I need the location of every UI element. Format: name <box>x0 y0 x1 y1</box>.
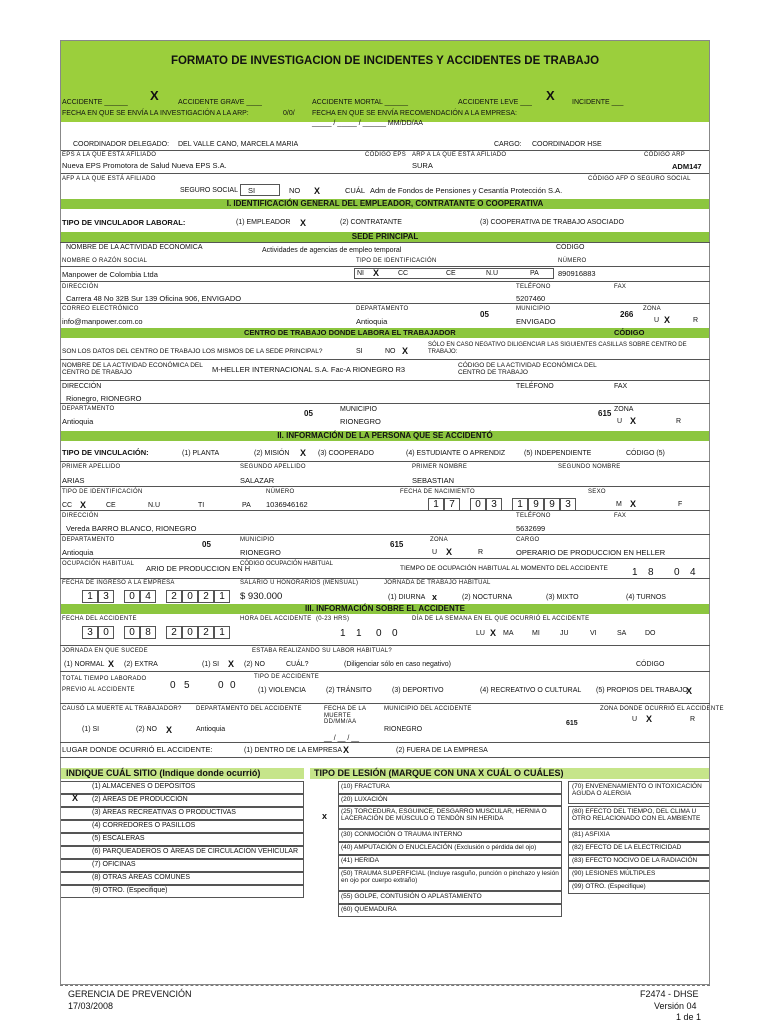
digit-cell[interactable]: 2 <box>198 626 214 639</box>
labor-no[interactable]: (2) NO <box>244 661 265 668</box>
divider <box>60 534 710 535</box>
lesion-option[interactable]: (80) EFECTO DEL TIEMPO, DEL CLIMA U OTRO RELACIONADO CON EL AMBIENTE <box>572 808 701 823</box>
tipo-accidente-option[interactable]: (2) TRÁNSITO <box>326 687 372 694</box>
lesion-option[interactable]: (90) LESIONES MÚLTIPLES <box>572 870 656 877</box>
digit-cell[interactable]: 3 <box>486 498 502 511</box>
coordinador-value[interactable]: DEL VALLE CANO, MARCELA MARIA <box>178 141 299 148</box>
sitio-option[interactable]: (1) ALMACENES O DEPÓSITOS <box>92 783 196 790</box>
lesion-option[interactable]: (30) CONMOCIÓN O TRAUMA INTERNO <box>341 831 463 838</box>
estudiante-option[interactable]: (4) ESTUDIANTE O APRENDIZ <box>406 450 506 457</box>
direccion3-label: DIRECCIÓN <box>62 513 99 519</box>
zona3-u[interactable]: U <box>432 549 438 556</box>
cooperado-option[interactable]: (3) COOPERADO <box>318 450 375 457</box>
digit-cell[interactable]: 1 <box>214 626 230 639</box>
labor-label: ESTABA REALIZANDO SU LABOR HABITUAL? <box>252 648 393 654</box>
codigo-acc: CÓDIGO <box>636 661 665 668</box>
coordinador-label: COORDINADOR DELEGADO: <box>73 141 170 148</box>
sitio-option[interactable]: (7) OFICINAS <box>92 861 136 868</box>
direccion2-label: DIRECCIÓN <box>62 383 102 390</box>
municipio-code[interactable]: 266 <box>620 310 634 319</box>
min-2[interactable]: 0 <box>392 628 398 639</box>
tiempo-4[interactable]: 4 <box>690 567 696 578</box>
incidente-label: INCIDENTE ___ <box>572 99 624 106</box>
lesion-option[interactable]: (25) TORCEDURA, ESGUINCE, DESGARRO MUSCULAR, HERNIA O LACERACIÓN DE MÚSCULO O TENDÓN SIN HERIDA <box>341 808 547 823</box>
divider <box>60 359 710 360</box>
ni-mark[interactable]: X <box>373 268 380 278</box>
mun3-value[interactable]: RIONEGRO <box>240 548 281 557</box>
diurna-option[interactable]: (1) DIURNA <box>388 594 426 601</box>
normal-mark[interactable]: X <box>108 659 115 669</box>
digit-cell[interactable]: 8 <box>140 626 156 639</box>
hora-2[interactable]: 1 <box>356 628 362 639</box>
fecha-muerte-value[interactable]: __ / __ / __ <box>324 735 360 742</box>
divider <box>60 403 710 404</box>
cual-value[interactable]: Adm de Fondos de Pensiones y Cesantía Protección S.A. <box>370 186 563 195</box>
lesion-option[interactable]: (41) HERIDA <box>341 857 379 864</box>
fax-label: FAX <box>614 284 627 290</box>
sitio-option[interactable]: (5) ESCALERAS <box>92 835 145 842</box>
tipo-id-label: TIPO DE IDENTIFICACIÓN <box>356 258 437 264</box>
lugar-dentro[interactable]: (1) DENTRO DE LA EMPRESA <box>244 747 343 754</box>
digit-cell[interactable]: 3 <box>98 590 114 603</box>
mun-acc-label: MUNICIPIO DEL ACCIDENTE <box>384 706 472 712</box>
depto-value[interactable]: Antioquia <box>356 317 388 326</box>
lesion-mark[interactable]: x <box>322 811 328 821</box>
ap2-value[interactable]: SALAZAR <box>240 476 275 485</box>
zona-u[interactable]: U <box>654 317 660 324</box>
sitio-mark[interactable]: X <box>72 793 79 803</box>
day-do[interactable]: DO <box>645 630 656 637</box>
digit-cell[interactable]: 0 <box>98 626 114 639</box>
independiente-option[interactable]: (5) INDEPENDIENTE <box>524 450 592 457</box>
depto2-code[interactable]: 05 <box>304 409 313 418</box>
n2-label: SEGUNDO NOMBRE <box>558 464 621 470</box>
hora-acc-label: HORA DEL ACCIDENTE <box>240 616 312 622</box>
mismos-no[interactable]: NO <box>385 348 396 355</box>
fax3-label: FAX <box>614 513 627 519</box>
section-2-bar: II. INFORMACIÓN DE LA PERSONA QUE SE ACCIDENTÓ <box>60 431 710 441</box>
leve-mark[interactable]: X <box>546 88 555 103</box>
ocup-label: OCUPACIÓN HABITUAL <box>62 561 135 567</box>
muerte-label: CAUSÓ LA MUERTE AL TRABAJADOR? <box>62 706 182 712</box>
sexo-m[interactable]: M <box>616 501 622 508</box>
cooperativa-option[interactable]: (3) COOPERATIVA DE TRABAJO ASOCIADO <box>480 219 624 226</box>
lesion-option[interactable]: (20) LUXACIÓN <box>341 796 388 803</box>
tipo-accidente-option[interactable]: (3) DEPORTIVO <box>392 687 444 694</box>
lesion-option[interactable]: (83) EFECTO NOCIVO DE LA RADIACIÓN <box>572 857 698 864</box>
sede-principal-bar: SEDE PRINCIPAL <box>60 232 710 242</box>
sitio-option[interactable]: (4) CORREDORES O PASILLOS <box>92 822 196 829</box>
cargo3-value[interactable]: OPERARIO DE PRODUCCION EN HELLER <box>516 548 666 557</box>
hrs-label: (0-23 HRS) <box>316 616 350 622</box>
cc-option[interactable]: CC <box>398 270 409 277</box>
mortal-label: ACCIDENTE MORTAL ______ <box>312 99 408 106</box>
grave-label: ACCIDENTE GRAVE ____ <box>178 99 262 106</box>
day-vi[interactable]: VI <box>590 630 597 637</box>
divider <box>60 510 710 511</box>
depto2-value[interactable]: Antioquia <box>62 417 94 426</box>
tipo-id2-label: TIPO DE IDENTIFICACIÓN <box>62 489 143 495</box>
cod-act-label: CÓDIGO DE LA ACTIVIDAD ECONÓMICA DEL CENTRO DE TRABAJO <box>458 362 597 377</box>
divider <box>60 380 710 381</box>
footer-left-2: 17/03/2008 <box>68 1001 114 1011</box>
zona3-mark[interactable]: X <box>446 547 453 557</box>
lesion-title: TIPO DE LESIÓN (MARQUE CON UNA X CUÁL O CUÁLES) <box>314 768 564 778</box>
sexo-label: SEXO <box>588 489 606 495</box>
turnos-option[interactable]: (4) TURNOS <box>626 594 666 601</box>
cargo-value[interactable]: COORDINADOR HSE <box>532 141 602 148</box>
razon-value[interactable]: Manpower de Colombia Ltda <box>62 270 158 279</box>
direccion2-value[interactable]: Rionegro, RIONEGRO <box>66 394 142 403</box>
eps-label: EPS A LA QUE ESTÁ AFILIADO <box>62 152 157 158</box>
zona-acc-u[interactable]: U <box>632 716 638 723</box>
mun3-code[interactable]: 615 <box>390 540 404 549</box>
arp-value[interactable]: SURA <box>412 161 433 170</box>
tipo-accidente-option[interactable]: (1) VIOLENCIA <box>258 687 306 694</box>
eps-code-label: CÓDIGO EPS <box>365 152 407 158</box>
footer-line <box>60 985 710 986</box>
actividad-value[interactable]: Actividades de agencias de empleo temporal <box>262 247 402 254</box>
ss-no-mark[interactable]: X <box>314 186 321 196</box>
tiempo-3[interactable]: 0 <box>674 567 680 578</box>
fecha-acc-label: FECHA DEL ACCIDENTE <box>62 616 137 622</box>
tt-1[interactable]: 0 <box>170 680 176 691</box>
ap2-label: SEGUNDO APELLIDO <box>240 464 306 470</box>
sexo-mark[interactable]: X <box>630 499 637 509</box>
planta-option[interactable]: (1) PLANTA <box>182 450 220 457</box>
fnac-label: FECHA DE NACIMIENTO <box>400 489 475 495</box>
zona-mark[interactable]: X <box>664 315 671 325</box>
nocturna-option[interactable]: (2) NOCTURNA <box>462 594 513 601</box>
divider <box>60 461 710 462</box>
day-ma[interactable]: MA <box>503 630 514 637</box>
razon-label: NOMBRE O RAZÓN SOCIAL <box>62 258 148 264</box>
section-3-bar: III. INFORMACIÓN SOBRE EL ACCIDENTE <box>60 604 710 614</box>
sitio-option[interactable]: (3) ÁREAS RECREATIVAS O PRODUCTIVAS <box>92 809 236 816</box>
nu2-option[interactable]: N.U <box>148 502 161 509</box>
numero2-label: NÚMERO <box>266 489 295 495</box>
lesion-option[interactable]: (82) EFECTO DE LA ELECTRICIDAD <box>572 844 682 851</box>
digit-cell[interactable]: 0 <box>182 590 198 603</box>
accidente-mark[interactable]: X <box>150 88 159 103</box>
ss-si-label: SI <box>248 186 256 195</box>
n1-label: PRIMER NOMBRE <box>412 464 468 470</box>
pa2-option[interactable]: PA <box>242 502 251 509</box>
depto3-value[interactable]: Antioquia <box>62 548 94 557</box>
solo-note: SÓLO EN CASO NEGATIVO DILIGENCIAR LAS SIGUIENTES CASILLAS SOBRE CENTRO DE TRABAJO: <box>428 342 687 355</box>
divider <box>60 281 710 282</box>
lesion-option[interactable]: (81) ASFIXIA <box>572 831 610 838</box>
digit-cell[interactable]: 1 <box>214 590 230 603</box>
form-frame <box>60 40 710 985</box>
divider <box>60 486 710 487</box>
depto-label: DEPARTAMENTO <box>356 306 409 312</box>
zona-acc-label: ZONA DONDE OCURRIÓ EL ACCIDENTE <box>600 706 724 712</box>
zona2-r[interactable]: R <box>676 418 682 425</box>
muerte-si[interactable]: (1) SI <box>82 726 100 733</box>
lugar-mark[interactable]: X <box>343 745 350 755</box>
mun2-label: MUNICIPIO <box>340 406 377 413</box>
digit-cell[interactable]: 2 <box>198 590 214 603</box>
jornada-acc-label: JORNADA EN QUE SUCEDE <box>62 648 148 654</box>
nit-value[interactable]: 890916883 <box>558 269 596 278</box>
mismos-question: SON LOS DATOS DEL CENTRO DE TRABAJO LOS MISMOS DE LA SEDE PRINCIPAL? <box>62 348 323 355</box>
diurna-mark[interactable]: x <box>432 592 438 602</box>
dia-mark[interactable]: X <box>490 628 497 638</box>
digit-cell[interactable]: 0 <box>124 626 140 639</box>
zona2-u[interactable]: U <box>617 418 623 425</box>
day-lu[interactable]: LU <box>476 630 485 637</box>
sexo-f[interactable]: F <box>678 501 683 508</box>
labor-si[interactable]: (1) SI <box>202 661 220 668</box>
fax2-label: FAX <box>614 383 628 390</box>
zona3-label: ZONA <box>430 537 448 543</box>
ce-option[interactable]: CE <box>446 270 456 277</box>
digit-cell[interactable]: 3 <box>560 498 576 511</box>
arp-code-value[interactable]: ADM147 <box>672 162 702 171</box>
cod-ocup-label: CÓDIGO OCUPACIÓN HABITUAL <box>240 561 333 567</box>
arp-code-label: CÓDIGO ARP <box>644 152 686 158</box>
numero2-value[interactable]: 1036946162 <box>266 500 308 509</box>
mun-acc-value[interactable]: RIONEGRO <box>384 726 423 733</box>
section-1-bar: I. IDENTIFICACIÓN GENERAL DEL EMPLEADOR, CONTRATANTE O COOPERATIVA <box>60 199 710 209</box>
mismos-si[interactable]: SI <box>356 348 363 355</box>
lesion-option[interactable]: (70) ENVENENAMIENTO O INTOXICACIÓN AGUDA O ALERGIA <box>572 783 702 798</box>
divider <box>60 242 710 243</box>
digit-cell[interactable]: 0 <box>470 498 486 511</box>
municipio-label: MUNICIPIO <box>516 306 551 312</box>
afp-label: AFP A LA QUE ESTÁ AFILIADO <box>62 176 156 182</box>
sitio-option[interactable]: (6) PARQUEADEROS O ÁREAS DE CIRCULACIÓN VEHICULAR <box>92 848 299 855</box>
digit-cell[interactable]: 4 <box>140 590 156 603</box>
ap1-value[interactable]: ARIAS <box>62 476 85 485</box>
dep-acc-value[interactable]: Antioquia <box>196 726 226 733</box>
depto-code[interactable]: 05 <box>480 310 489 319</box>
nom-act-label: NOMBRE DE LA ACTIVIDAD ECONÓMICA DEL CENTRO DE TRABAJO <box>62 362 203 377</box>
correo-value[interactable]: info@manpower.com.co <box>62 317 143 326</box>
zona3-r[interactable]: R <box>478 549 484 556</box>
divider <box>60 266 710 267</box>
tipo-vinculador-label: TIPO DE VINCULADOR LABORAL: <box>62 218 186 227</box>
pa-option[interactable]: PA <box>530 270 539 277</box>
direccion-value[interactable]: Carrera 48 No 32B Sur 139 Oficina 906, ENVIGADO <box>66 294 242 303</box>
codigo-bar: CÓDIGO <box>614 328 645 337</box>
page-title: FORMATO DE INVESTIGACION DE INCIDENTES Y ACCIDENTES DE TRABAJO <box>170 55 600 67</box>
nu-option[interactable]: N.U <box>486 270 499 277</box>
extra-option[interactable]: (2) EXTRA <box>124 661 158 668</box>
divider <box>60 645 710 646</box>
eps-value[interactable]: Nueva EPS Promotora de Salud Nueva EPS S.A. <box>62 161 227 170</box>
mun2-value[interactable]: RIONEGRO <box>340 417 381 426</box>
digit-cell[interactable]: 9 <box>528 498 544 511</box>
digit-cell[interactable]: 1 <box>428 498 444 511</box>
day-ju[interactable]: JU <box>560 630 569 637</box>
arp-label: ARP A LA QUE ESTÁ AFILIADO <box>412 152 507 158</box>
divider <box>60 703 710 704</box>
empleador-mark[interactable]: X <box>300 218 307 228</box>
divider <box>60 303 710 304</box>
mun3-label: MUNICIPIO <box>240 537 275 543</box>
fing-label: FECHA DE INGRESO A LA EMPRESA <box>62 580 175 586</box>
hora-1[interactable]: 1 <box>340 628 346 639</box>
seguro-social-label: SEGURO SOCIAL <box>180 187 238 194</box>
digit-cell[interactable]: 2 <box>166 626 182 639</box>
lugar-fuera[interactable]: (2) FUERA DE LA EMPRESA <box>396 747 488 754</box>
codigo-label: CÓDIGO <box>556 244 585 251</box>
digit-cell[interactable]: 1 <box>82 590 98 603</box>
salario-value[interactable]: $ 930.000 <box>240 591 283 602</box>
jornada-label: JORNADA DE TRABAJO HABITUAL <box>384 580 491 586</box>
salario-label: SALARIO U HONORARIOS (MENSUAL) <box>240 580 359 586</box>
fecha-emp-format[interactable]: _____ / _____ / ______ MM/DD/AA <box>312 120 423 127</box>
direccion-label: DIRECCIÓN <box>62 284 99 290</box>
divider <box>60 558 710 559</box>
cargo-label: CARGO: <box>494 141 522 148</box>
actividad-label: NOMBRE DE LA ACTIVIDAD ECONÓMICA <box>66 244 203 251</box>
digit-cell[interactable]: 7 <box>444 498 460 511</box>
zona2-mark[interactable]: X <box>630 416 637 426</box>
digit-cell[interactable]: 0 <box>124 590 140 603</box>
depto3-label: DEPARTAMENTO <box>62 537 115 543</box>
divider <box>60 757 710 758</box>
telefono-label: TELÉFONO <box>516 284 551 290</box>
cual-label: CUÁL <box>345 186 366 195</box>
mixto-option[interactable]: (3) MIXTO <box>546 594 579 601</box>
footer-right-3: 1 de 1 <box>676 1012 702 1022</box>
direccion3-value[interactable]: Vereda BARRO BLANCO, RIONEGRO <box>66 524 197 533</box>
zona-r[interactable]: R <box>693 317 699 324</box>
lesion-option[interactable]: (99) OTRO. (Especifique) <box>572 883 646 890</box>
footer-right-1: F2474 - DHSE <box>640 989 699 999</box>
digit-cell[interactable]: 0 <box>182 626 198 639</box>
tipo-accidente-option[interactable]: (4) RECREATIVO O CULTURAL <box>480 687 582 694</box>
ce2-option[interactable]: CE <box>106 502 116 509</box>
depto2-label: DEPARTAMENTO <box>62 406 115 412</box>
tiempo-1[interactable]: 1 <box>632 567 638 578</box>
ni-option[interactable]: NI <box>357 270 364 277</box>
digit-cell[interactable]: 9 <box>544 498 560 511</box>
mision-mark[interactable]: X <box>300 448 307 458</box>
telefono3-label: TELÉFONO <box>516 513 551 519</box>
fecha-arp-label: FECHA EN QUE SE ENVÍA LA INVESTIGACIÓN A LA ARP: <box>62 110 249 117</box>
dep-acc-label: DEPARTAMENTO DEL ACCIDENTE <box>196 706 302 712</box>
muerte-no[interactable]: (2) NO <box>136 726 157 733</box>
divider <box>60 671 710 672</box>
n1-value[interactable]: SEBASTIAN <box>412 476 455 485</box>
tt-4[interactable]: 0 <box>230 680 236 691</box>
tipo-accidente-option[interactable]: (5) PROPIOS DEL TRABAJO <box>596 687 688 694</box>
mision-option[interactable]: (2) MISIÓN <box>254 450 290 457</box>
ocup-value[interactable]: ARIO DE PRODUCCION EN H <box>146 564 251 573</box>
lesion-option[interactable]: (50) TRAUMA SUPERFICIAL (Incluye rasguño, punción o pinchazo y lesión en ojo por cuerpo extraño) <box>341 870 559 885</box>
cc2-option[interactable]: CC <box>62 502 73 509</box>
tipo-acc-label: TIPO DE ACCIDENTE <box>254 674 320 680</box>
fecha-arp-value[interactable]: 0/0/ <box>283 110 295 117</box>
nom-act-value[interactable]: M-HELLER INTERNACIONAL S.A. Fac-A RIONEGRO R3 <box>212 365 406 374</box>
cod5-label: CÓDIGO (5) <box>626 450 665 457</box>
cual-acc: CUÁL? <box>286 661 309 668</box>
sitio-option[interactable]: (8) OTRAS ÁREAS COMUNES <box>92 874 191 881</box>
accidente-label: ACCIDENTE ______ <box>62 99 128 106</box>
tiempo-lab-label: TOTAL TIEMPO LABORADO PREVIO AL ACCIDENTE <box>62 676 147 694</box>
zona-label: ZONA <box>643 306 661 312</box>
footer-left-1: GERENCIA DE PREVENCIÓN <box>68 989 192 999</box>
footer-right-2: Versión 04 <box>654 1001 697 1011</box>
telefono3-value[interactable]: 5632699 <box>516 524 546 533</box>
tipo-acc-mark[interactable]: X <box>686 686 693 696</box>
min-1[interactable]: 0 <box>376 628 382 639</box>
digit-cell[interactable]: 2 <box>166 590 182 603</box>
digit-cell[interactable]: 1 <box>512 498 528 511</box>
divider <box>60 742 710 743</box>
lesion-option[interactable]: (40) AMPUTACIÓN O ENUCLEACIÓN (Exclusión o pérdida del ojo) <box>341 844 537 851</box>
mismos-mark[interactable]: X <box>402 346 409 356</box>
centro-bar: CENTRO DE TRABAJO DONDE LABORA EL TRABAJADOR <box>244 328 456 337</box>
telefono-value[interactable]: 5207460 <box>516 294 546 303</box>
cc2-mark[interactable]: X <box>80 500 87 510</box>
zona-acc-r[interactable]: R <box>690 716 696 723</box>
dia-label: DÍA DE LA SEMANA EN EL QUE OCURRIÓ EL ACCIDENTE <box>412 616 590 622</box>
mun-acc-code[interactable]: 615 <box>566 720 578 727</box>
tipo-vinc-label: TIPO DE VINCULACIÓN: <box>62 448 149 457</box>
leve-label: ACCIDENTE LEVE ___ <box>458 99 532 106</box>
sitio-option[interactable]: (9) OTRO. (Especifique) <box>92 887 168 894</box>
tt-3[interactable]: 0 <box>218 680 224 691</box>
sitio-option[interactable]: (2) ÁREAS DE PRODUCCIÓN <box>92 796 188 803</box>
cargo3-label: CARGO <box>516 537 540 543</box>
empleador-option[interactable]: (1) EMPLEADOR <box>236 219 291 226</box>
lesion-option[interactable]: (60) QUEMADURA <box>341 906 397 913</box>
zona-acc-mark[interactable]: X <box>646 714 653 724</box>
normal-option[interactable]: (1) NORMAL <box>64 661 105 668</box>
day-sa[interactable]: SA <box>617 630 627 637</box>
ap1-label: PRIMER APELLIDO <box>62 464 121 470</box>
divider <box>60 578 710 579</box>
fecha-muerte-label: FECHA DE LA MUERTE DD/MM/AA <box>324 706 366 726</box>
labor-mark[interactable]: X <box>228 659 235 669</box>
digit-cell[interactable]: 3 <box>82 626 98 639</box>
ti-option[interactable]: TI <box>198 502 205 509</box>
lugar-label: LUGAR DONDE OCURRIÓ EL ACCIDENTE: <box>62 745 213 754</box>
muerte-mark[interactable]: X <box>166 725 173 735</box>
lesion-option[interactable]: (10) FRACTURA <box>341 783 390 790</box>
lesion-option[interactable]: (55) GOLPE, CONTUSIÓN O APLASTAMIENTO <box>341 893 482 900</box>
contratante-option[interactable]: (2) CONTRATANTE <box>340 219 402 226</box>
tiempo-label: TIEMPO DE OCUPACIÓN HABITUAL AL MOMENTO DEL ACCIDENTE <box>400 565 608 572</box>
municipio-value[interactable]: ENVIGADO <box>516 317 556 326</box>
zona2-label: ZONA <box>614 406 634 413</box>
correo-label: CORREO ELECTRÓNICO <box>62 306 139 312</box>
ss-no-label: NO <box>289 186 301 195</box>
depto3-code[interactable]: 05 <box>202 540 211 549</box>
sitio-title: INDIQUE CUÁL SITIO (Indique donde ocurrió) <box>66 768 261 778</box>
dilig-note: (Diligenciar sólo en caso negativo) <box>344 661 451 668</box>
day-mi[interactable]: MI <box>532 630 540 637</box>
telefono2-label: TELÉFONO <box>516 383 554 390</box>
afp-code-label: CÓDIGO AFP O SEGURO SOCIAL <box>588 176 691 182</box>
numero-label: NÚMERO <box>558 258 587 264</box>
mun2-code[interactable]: 615 <box>598 409 612 418</box>
tiempo-2[interactable]: 8 <box>648 567 654 578</box>
tt-2[interactable]: 5 <box>184 680 190 691</box>
fecha-emp-label: FECHA EN QUE SE ENVÍA RECOMENDACIÓN A LA EMPRESA: <box>312 110 517 117</box>
